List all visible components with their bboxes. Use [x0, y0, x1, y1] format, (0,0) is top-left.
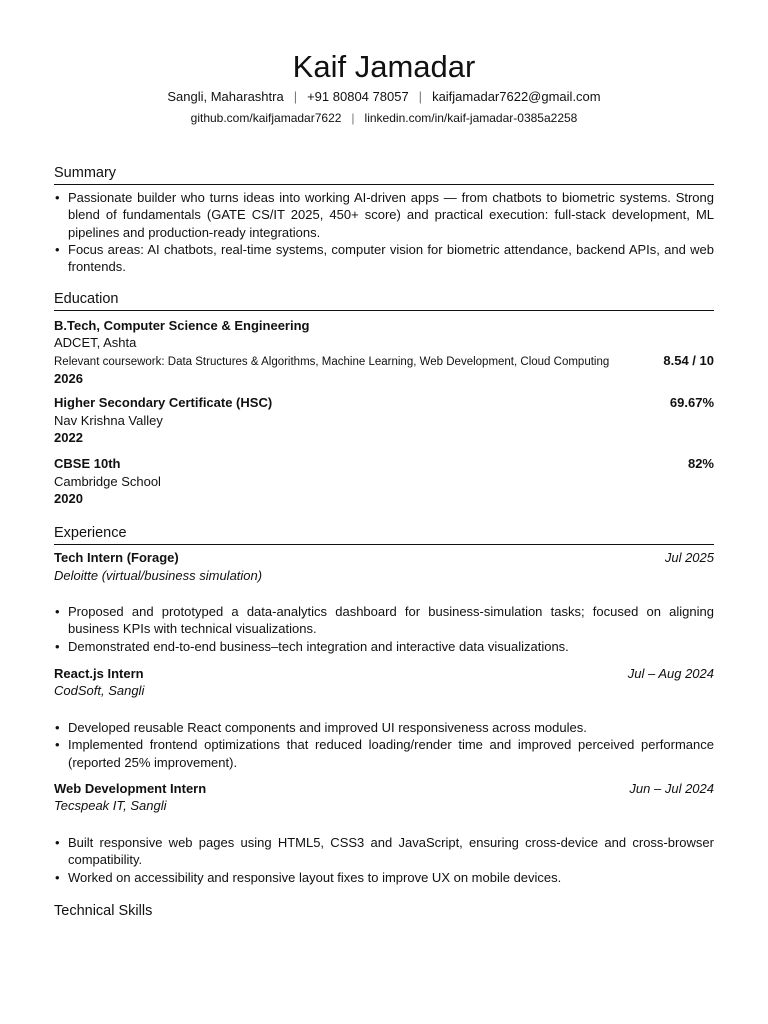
- education-coursework-row: [54, 352, 714, 371]
- section-heading-education: Education: [54, 290, 714, 311]
- experience-bullets: [54, 719, 714, 771]
- education-degree: Higher Secondary Certificate (HSC): [54, 395, 273, 410]
- experience-org: Deloitte (virtual/business simulation): [54, 568, 263, 583]
- experience-org: Tecspeak IT, Sangli: [54, 798, 167, 813]
- experience-date: Jul – Aug 2024: [627, 666, 714, 681]
- separator: |: [293, 89, 298, 104]
- experience-title: Tech Intern (Forage): [54, 550, 179, 565]
- experience-bullets: [54, 834, 714, 886]
- separator: |: [418, 89, 423, 104]
- separator: |: [351, 111, 355, 125]
- experience-bullet: • Implemented frontend optimizations that reduced loading/render time and improved perceived performance (reported 25% improvement).: [54, 736, 714, 771]
- section-heading-experience: Experience: [54, 524, 714, 545]
- experience-bullet: • Built responsive web pages using HTML5, CSS3 and JavaScript, ensuring cross-device and cross-browser compatibility.: [54, 834, 714, 869]
- phone-text: +91 80804 78057: [307, 89, 409, 104]
- education-institution: Nav Krishna Valley: [54, 413, 163, 428]
- section-heading-summary: Summary: [54, 164, 714, 185]
- education-institution: ADCET, Ashta: [54, 335, 137, 350]
- education-score: 8.54 / 10: [663, 353, 714, 368]
- summary-list: [54, 189, 714, 275]
- education-degree: B.Tech, Computer Science & Engineering: [54, 318, 310, 333]
- experience-title-row: [54, 665, 714, 682]
- experience-title-row: [54, 549, 714, 566]
- education-score: 82%: [687, 456, 714, 471]
- education-year: 2020: [54, 491, 83, 506]
- education-degree: CBSE 10th: [54, 456, 121, 471]
- contact-line-primary: [0, 88, 768, 106]
- education-year: 2026: [54, 371, 83, 386]
- education-score: 69.67%: [669, 395, 714, 410]
- experience-title: Web Development Intern: [54, 781, 207, 796]
- contact-line-links: [0, 109, 768, 127]
- education-year: 2022: [54, 430, 83, 445]
- section-heading-skills: Technical Skills: [54, 903, 153, 919]
- experience-title-row: [54, 780, 714, 797]
- candidate-name: Kaif Jamadar: [292, 49, 476, 84]
- email-link[interactable]: kaifjamadar7622@gmail.com: [432, 89, 601, 104]
- summary-bullet: • Focus areas: AI chatbots, real-time systems, computer vision for biometric attendance, backend APIs, and web frontends.: [54, 241, 714, 276]
- experience-bullet: • Developed reusable React components and improved UI responsiveness across modules.: [54, 719, 714, 736]
- experience-bullet: • Demonstrated end-to-end business–tech integration and interactive data visualizations.: [54, 638, 714, 655]
- experience-date: Jul 2025: [664, 550, 714, 565]
- experience-date: Jun – Jul 2024: [629, 781, 714, 796]
- education-institution: Cambridge School: [54, 474, 161, 489]
- education-coursework: Relevant coursework: Data Structures & Algorithms, Machine Learning, Web Development, Cloud Computing: [54, 356, 610, 368]
- experience-bullet: • Proposed and prototyped a data-analytics dashboard for business-simulation tasks; focused on aligning business KPIs with technical visualizations.: [54, 603, 714, 638]
- experience-org: CodSoft, Sangli: [54, 683, 145, 698]
- github-link[interactable]: github.com/kaifjamadar7622: [190, 111, 342, 125]
- education-degree-row: [54, 394, 714, 411]
- location-text: Sangli, Maharashtra: [167, 89, 284, 104]
- summary-bullet: • Passionate builder who turns ideas into working AI-driven apps — from chatbots to biometric systems. Strong blend of fundamentals (GATE CS/IT 2025, 450+ score) and practical execution: full-stack development, ML pipelines and production-ready integrations.: [54, 189, 714, 241]
- experience-title: React.js Intern: [54, 666, 144, 681]
- education-degree-row: [54, 455, 714, 472]
- experience-bullet: • Worked on accessibility and responsive layout fixes to improve UX on mobile devices.: [54, 869, 714, 886]
- linkedin-link[interactable]: linkedin.com/in/kaif-jamadar-0385a2258: [364, 111, 578, 125]
- experience-bullets: [54, 603, 714, 655]
